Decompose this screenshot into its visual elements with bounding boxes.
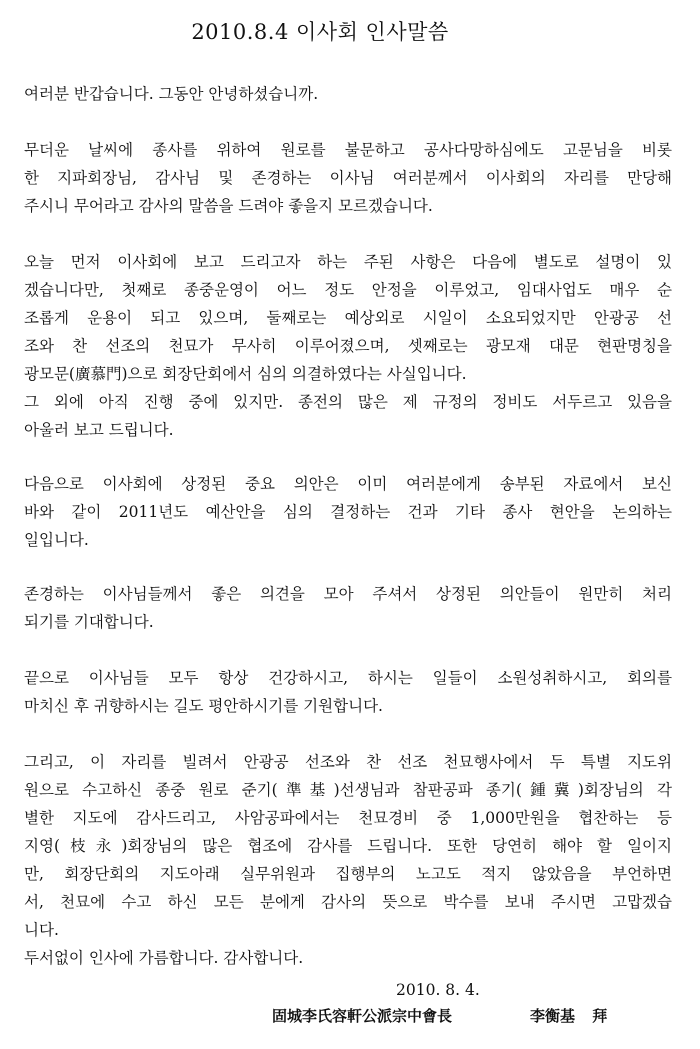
signer-name: 李衡基 拜 [530, 1007, 608, 1025]
text-line: 오늘 먼저 이사회에 보고 드리고자 하는 주된 사항은 다음에 별도로 설명이 있 [24, 253, 672, 271]
paragraph-5 [24, 664, 672, 720]
paragraph-3 [24, 470, 672, 554]
organization-name: 固城李氏容軒公派宗中會長 [272, 1007, 453, 1025]
text-line: 주시니 무어라고 감사의 말씀을 드려야 좋을지 모르겠습니다. [24, 197, 433, 215]
document-title: 2010.8.4 이사회 인사말씀 [191, 20, 449, 44]
text-line: 광모문(廣慕門)으로 회장단회에서 심의 의결하였다는 사실입니다. [24, 365, 467, 383]
paragraph-2 [24, 248, 672, 444]
greeting-paragraph [24, 80, 672, 108]
text-line: 두서없이 인사에 가름합니다. 감사합니다. [24, 949, 304, 967]
paragraph-4 [24, 580, 672, 636]
text-line: 마치신 후 귀향하시는 길도 평안하시기를 기원합니다. [24, 697, 383, 715]
text-line: 조와 찬 선조의 천묘가 무사히 이루어졌으며, 셋째로는 광모재 대문 현판명칭을 [24, 337, 672, 355]
text-line: 서, 천묘에 수고 하신 모든 분에게 감사의 뜻으로 박수를 보내 주시면 고맙겠습 [24, 893, 672, 911]
text-line: 그리고, 이 자리를 빌려서 안광공 선조와 찬 선조 천묘행사에서 두 특별 지도위 [24, 753, 672, 771]
paragraph-6 [24, 748, 672, 972]
text-line: 조롭게 운용이 되고 있으며, 둘째로는 예상외로 시일이 소요되었지만 안광공 선 [24, 309, 672, 327]
document-date: 2010. 8. 4. [396, 981, 480, 999]
paragraph-1 [24, 136, 672, 220]
text-line: 끝으로 이사님들 모두 항상 건강하시고, 하시는 일들이 소원성취하시고, 회의를 [24, 669, 672, 687]
text-line: 니다. [24, 921, 59, 939]
text-line: 한 지파회장님, 감사님 및 존경하는 이사님 여러분께서 이사회의 자리를 만당해 [24, 169, 672, 187]
text-line: 존경하는 이사님들께서 좋은 의견을 모아 주셔서 상정된 의안들이 원만히 처리 [24, 585, 672, 603]
text-line: 아울러 보고 드립니다. [24, 421, 174, 439]
text-line: 일입니다. [24, 531, 89, 549]
text-line: 별한 지도에 감사드리고, 사암공파에서는 천묘경비 중 1,000만원을 협찬하는 등 [24, 809, 672, 827]
text-line: 그 외에 아직 진행 중에 있지만. 종전의 많은 제 규정의 정비도 서두르고 있음을 [24, 393, 672, 411]
text-line: 다음으로 이사회에 상정된 중요 의안은 이미 여러분에게 송부된 자료에서 보신 [24, 475, 672, 493]
text-line: 바와 같이 2011년도 예산안을 심의 결정하는 건과 기타 종사 현안을 논의하는 [24, 503, 672, 521]
text-line: 원으로 수고하신 종중 원로 준기(準基)선생님과 참판공파 종기(鍾冀)회장님의 각 [24, 781, 672, 799]
text-line: 무더운 날씨에 종사를 위하여 원로를 불문하고 공사다망하심에도 고문님을 비롯 [24, 141, 672, 159]
text-line: 겠습니다만, 첫째로 종중운영이 어느 정도 안정을 이루었고, 임대사업도 매우 순 [24, 281, 672, 299]
text-line: 만, 회장단회의 지도아래 실무위원과 집행부의 노고도 적지 않았음을 부언하면 [24, 865, 672, 883]
text-line: 지영(枝永)회장님의 많은 협조에 감사를 드립니다. 또한 당연히 해야 할 일이지 [24, 837, 672, 855]
text-line: 되기를 기대합니다. [24, 613, 154, 631]
text-line: 여러분 반갑습니다. 그동안 안녕하셨습니까. [24, 85, 319, 103]
